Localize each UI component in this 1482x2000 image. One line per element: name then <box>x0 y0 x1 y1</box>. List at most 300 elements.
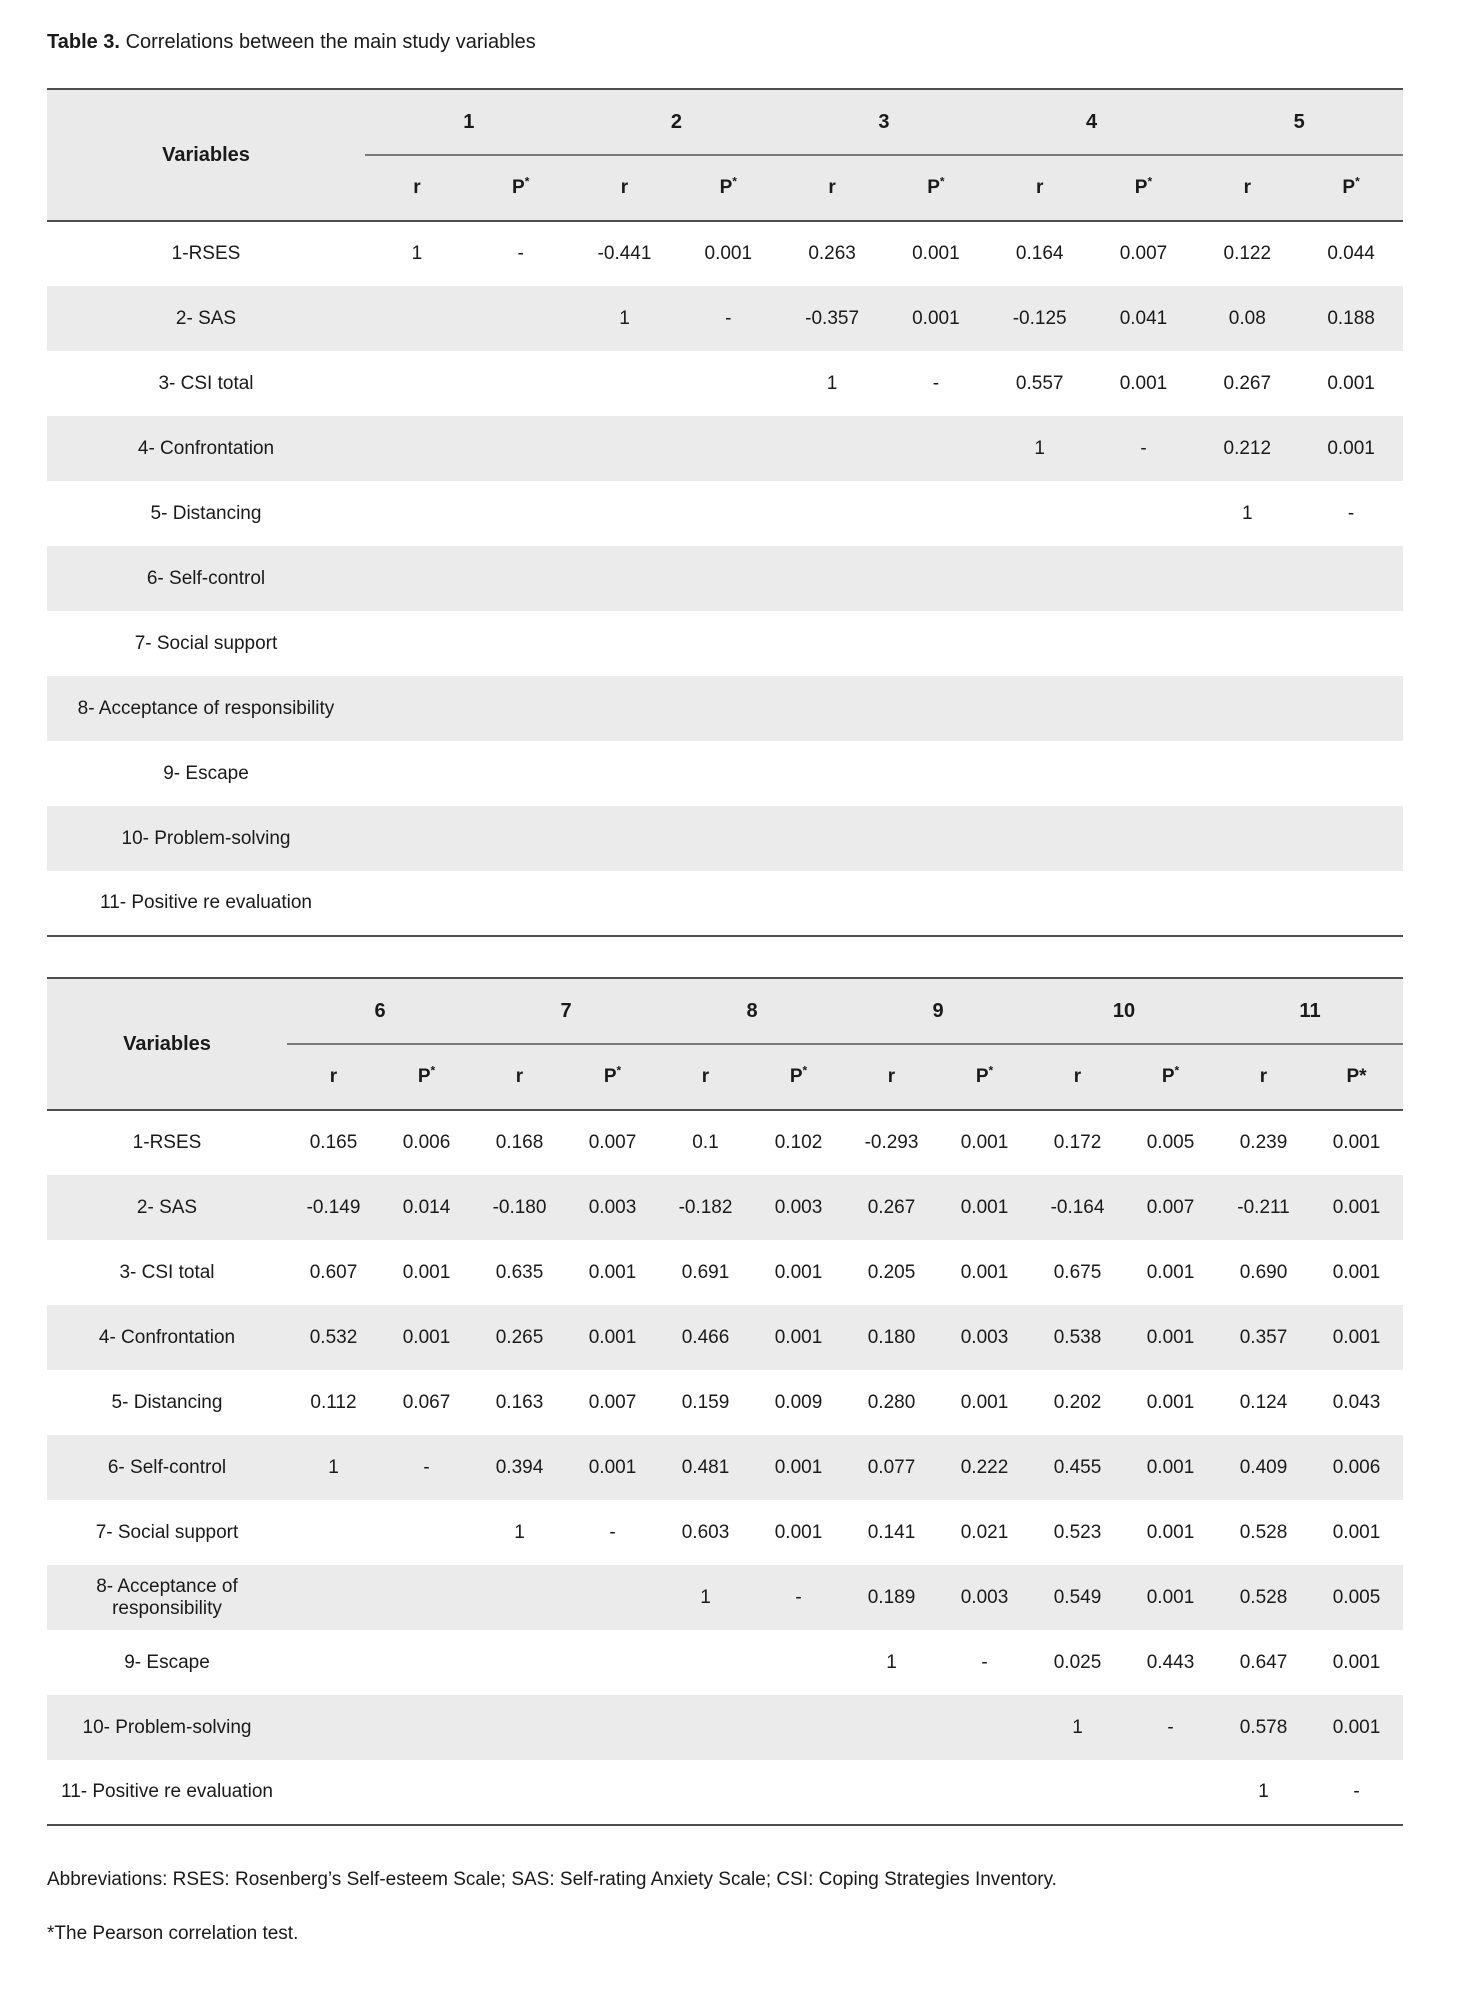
table-row <box>47 611 1403 676</box>
table-row <box>47 1565 1403 1630</box>
cell-value: 1 <box>514 1521 525 1543</box>
cell-value <box>884 481 988 546</box>
cell-value <box>884 546 988 611</box>
p-asterisk: * <box>524 174 530 189</box>
cell-value: 0.267 <box>1223 372 1272 394</box>
p-asterisk: * <box>732 174 737 189</box>
cell-value: 0.443 <box>1146 1651 1195 1673</box>
row-label: 10- Problem-solving <box>82 1716 252 1738</box>
group-number-row <box>47 978 1403 1044</box>
row-label: 8- Acceptance of responsibility <box>96 1575 238 1619</box>
cell-value: - <box>1347 502 1355 524</box>
variables-header: Variables <box>47 978 287 1110</box>
cell-value <box>365 806 469 871</box>
cell-value: 0.001 <box>588 1261 637 1283</box>
cell-value <box>473 1565 566 1630</box>
cell-value: -0.180 <box>492 1196 547 1218</box>
cell-value: 0.001 <box>1146 1456 1195 1478</box>
cell-value: - <box>1140 437 1147 459</box>
cell-value: 0.549 <box>1053 1586 1102 1608</box>
cell-value <box>1124 1760 1217 1825</box>
cell-value <box>566 1630 659 1695</box>
cell-value: 0.006 <box>1332 1456 1381 1478</box>
cell-value <box>469 611 573 676</box>
cell-value: 0.267 <box>867 1196 916 1218</box>
cell-value: 0.607 <box>309 1261 358 1283</box>
cell-value: - <box>1353 1781 1360 1802</box>
cell-value <box>380 1760 473 1825</box>
row-label: 4- Confrontation <box>137 437 275 459</box>
cell-value: -0.357 <box>805 307 860 329</box>
r-header: r <box>780 155 884 221</box>
cell-value: 0.265 <box>495 1326 544 1348</box>
cell-value: 0.205 <box>867 1261 916 1283</box>
cell-value: -0.149 <box>306 1196 361 1218</box>
cell-value: 0.001 <box>1332 1651 1381 1673</box>
table-header <box>47 978 1403 1110</box>
row-label: 1-RSES <box>132 1132 202 1153</box>
correlation-table-1-5 <box>47 88 1403 937</box>
cell-value <box>1299 546 1403 611</box>
cell-value <box>1195 741 1299 806</box>
group-header-7: 7 <box>473 978 659 1044</box>
group-header-1: 1 <box>365 89 573 155</box>
row-label: 3- CSI total <box>158 372 254 394</box>
row-label: 5- Distancing <box>111 1391 223 1413</box>
row-label: 6- Self-control <box>107 1456 227 1478</box>
cell-value: 0.394 <box>495 1456 544 1478</box>
table-row <box>47 1305 1403 1370</box>
cell-value: 0.481 <box>681 1456 730 1478</box>
cell-value: 0.690 <box>1239 1261 1288 1283</box>
cell-value: 0.007 <box>1119 243 1168 264</box>
cell-value <box>988 611 1092 676</box>
cell-value <box>780 546 884 611</box>
group-header-3: 3 <box>780 89 988 155</box>
cell-value: -0.293 <box>864 1132 919 1153</box>
r-header: r <box>845 1044 938 1110</box>
cell-value: 0.212 <box>1223 437 1272 459</box>
cell-value: 0.041 <box>1119 307 1168 329</box>
cell-value: 1 <box>328 1456 339 1478</box>
cell-value: 1 <box>700 1586 711 1608</box>
cell-value: 0.538 <box>1053 1326 1102 1348</box>
cell-value: 0.1 <box>692 1132 719 1153</box>
cell-value <box>469 676 573 741</box>
cell-value: 0.647 <box>1239 1651 1288 1673</box>
group-header-5: 5 <box>1195 89 1403 155</box>
group-header-10: 10 <box>1031 978 1217 1044</box>
cell-value <box>676 871 780 936</box>
table-row <box>47 871 1403 936</box>
cell-value: 1 <box>1072 1716 1083 1738</box>
table-row <box>47 806 1403 871</box>
cell-value: 0.165 <box>309 1132 358 1153</box>
cell-value <box>780 416 884 481</box>
cell-value: -0.164 <box>1050 1196 1105 1218</box>
cell-value: 0.102 <box>774 1132 823 1153</box>
cell-value <box>469 416 573 481</box>
cell-value: 0.005 <box>1332 1586 1381 1608</box>
cell-value: 0.122 <box>1223 243 1272 264</box>
cell-value <box>884 676 988 741</box>
table-row <box>47 221 1403 286</box>
pearson-note: *The Pearson correlation test. <box>47 1923 299 1944</box>
cell-value: 0.003 <box>774 1196 823 1218</box>
cell-value: 0.001 <box>1327 372 1375 394</box>
cell-value: 0.014 <box>402 1196 451 1218</box>
cell-value <box>469 741 573 806</box>
table-row <box>47 286 1403 351</box>
cell-value: 0.180 <box>867 1326 916 1348</box>
cell-value <box>988 806 1092 871</box>
cell-value: 0.168 <box>495 1132 544 1153</box>
table-row <box>47 1435 1403 1500</box>
cell-value: - <box>517 243 524 264</box>
cell-value <box>676 416 780 481</box>
cell-value <box>780 481 884 546</box>
row-label: 5- Distancing <box>150 502 262 524</box>
cell-value: 0.001 <box>1332 1261 1381 1283</box>
cell-value: 0.003 <box>588 1196 637 1218</box>
p-header: P* <box>676 155 780 221</box>
cell-value <box>884 871 988 936</box>
cell-value <box>884 611 988 676</box>
cell-value <box>380 1695 473 1760</box>
cell-value <box>566 1695 659 1760</box>
cell-value <box>659 1760 752 1825</box>
row-label: 9- Escape <box>163 762 249 784</box>
cell-value: 0.025 <box>1053 1651 1102 1673</box>
cell-value: 0.691 <box>681 1261 730 1283</box>
row-label: 7- Social support <box>134 632 278 654</box>
cell-value <box>566 1565 659 1630</box>
cell-value: 0.578 <box>1239 1716 1288 1738</box>
cell-value: 0.043 <box>1332 1391 1381 1413</box>
cell-value <box>676 611 780 676</box>
cell-value: 0.528 <box>1239 1586 1288 1608</box>
cell-value: 0.001 <box>1332 1132 1381 1153</box>
row-label: 2- SAS <box>175 307 237 329</box>
cell-value <box>469 481 573 546</box>
cell-value: 0.357 <box>1239 1326 1288 1348</box>
cell-value <box>365 416 469 481</box>
table-body <box>47 221 1403 936</box>
cell-value: 0.001 <box>912 307 960 329</box>
cell-value <box>780 806 884 871</box>
cell-value <box>566 1760 659 1825</box>
cell-value: 0.001 <box>960 1391 1009 1413</box>
cell-value: 0.003 <box>960 1586 1009 1608</box>
cell-value <box>1195 676 1299 741</box>
cell-value: 0.557 <box>1015 372 1064 394</box>
cell-value: 0.001 <box>588 1456 637 1478</box>
p-asterisk: * <box>430 1063 436 1078</box>
table-caption <box>47 30 1435 54</box>
r-header: r <box>659 1044 752 1110</box>
cell-value <box>752 1630 845 1695</box>
cell-value: 0.001 <box>774 1456 823 1478</box>
cell-value: 0.528 <box>1239 1521 1288 1543</box>
p-asterisk: * <box>988 1063 994 1078</box>
cell-value <box>988 871 1092 936</box>
cell-value <box>780 871 884 936</box>
table-row <box>47 1760 1403 1825</box>
cell-value: 0.141 <box>867 1521 916 1543</box>
cell-value: 1 <box>411 243 423 264</box>
cell-value <box>473 1630 566 1695</box>
cell-value <box>1299 806 1403 871</box>
cell-value <box>1031 1760 1124 1825</box>
table-row <box>47 741 1403 806</box>
p-asterisk: * <box>802 1063 808 1078</box>
cell-value <box>1092 806 1196 871</box>
cell-value: - <box>932 372 940 394</box>
cell-value <box>365 871 469 936</box>
p-header: P* <box>1299 155 1403 221</box>
cell-value <box>1092 676 1196 741</box>
row-label: 11- Positive re evaluation <box>61 1781 273 1802</box>
p-header: P* <box>566 1044 659 1110</box>
cell-value: 0.044 <box>1327 243 1375 264</box>
p-header: P* <box>469 155 573 221</box>
cell-value <box>380 1630 473 1695</box>
cell-value <box>1195 871 1299 936</box>
cell-value: 0.523 <box>1053 1521 1102 1543</box>
cell-value <box>676 806 780 871</box>
cell-value: 0.007 <box>588 1391 637 1413</box>
cell-value: 0.001 <box>1146 1261 1195 1283</box>
cell-value <box>988 676 1092 741</box>
cell-value: 0.001 <box>1332 1521 1381 1543</box>
cell-value <box>287 1565 380 1630</box>
cell-value <box>1299 741 1403 806</box>
cell-value: 0.001 <box>960 1196 1009 1218</box>
row-label: 3- CSI total <box>119 1261 215 1283</box>
cell-value <box>365 286 469 351</box>
abbreviations-note: Abbreviations: RSES: Rosenberg’s Self-esteem Scale; SAS: Self-rating Anxiety Scale; CSI: Coping Strategies Inventory. <box>47 1869 1057 1890</box>
row-label: 6- Self-control <box>146 567 266 589</box>
cell-value <box>573 416 677 481</box>
cell-value <box>780 676 884 741</box>
cell-value: 0.635 <box>495 1261 544 1283</box>
cell-value: 0.001 <box>1146 1326 1195 1348</box>
cell-value: 0.172 <box>1053 1132 1102 1153</box>
table-body <box>47 1110 1403 1825</box>
cell-value: 0.006 <box>402 1132 451 1153</box>
cell-value: 0.188 <box>1327 307 1375 329</box>
cell-value: 0.001 <box>774 1521 823 1543</box>
cell-value: -0.125 <box>1012 307 1067 329</box>
cell-value: 0.280 <box>867 1391 916 1413</box>
p-header: P* <box>1310 1044 1403 1110</box>
cell-value <box>780 741 884 806</box>
row-label: 2- SAS <box>136 1196 198 1218</box>
variables-header: Variables <box>47 89 365 221</box>
table-row <box>47 481 1403 546</box>
p-asterisk: * <box>1355 174 1360 189</box>
cell-value: -0.441 <box>597 243 652 264</box>
cell-value <box>988 741 1092 806</box>
p-asterisk: * <box>1147 174 1153 189</box>
cell-value: - <box>981 1651 988 1673</box>
cell-value <box>287 1760 380 1825</box>
cell-value <box>573 546 677 611</box>
cell-value <box>573 611 677 676</box>
cell-value <box>1299 611 1403 676</box>
table-caption-text: Correlations between the main study variables <box>125 31 536 53</box>
group-header-9: 9 <box>845 978 1031 1044</box>
table-row <box>47 1630 1403 1695</box>
cell-value <box>469 871 573 936</box>
cell-value: 0.159 <box>681 1391 730 1413</box>
cell-value <box>884 741 988 806</box>
cell-value <box>845 1695 938 1760</box>
cell-value: - <box>1167 1716 1174 1738</box>
table-row <box>47 1175 1403 1240</box>
cell-value <box>1092 481 1196 546</box>
cell-value: - <box>795 1586 802 1608</box>
p-header: P* <box>938 1044 1031 1110</box>
cell-value <box>473 1760 566 1825</box>
cell-value: 0.001 <box>1332 1196 1381 1218</box>
table-row <box>47 1240 1403 1305</box>
table-row <box>47 351 1403 416</box>
cell-value <box>469 351 573 416</box>
p-header: P* <box>380 1044 473 1110</box>
cell-value <box>884 806 988 871</box>
cell-value <box>469 806 573 871</box>
p-header: P* <box>1092 155 1196 221</box>
cell-value: 0.532 <box>309 1326 358 1348</box>
p-header: P* <box>1124 1044 1217 1110</box>
cell-value: 0.001 <box>402 1326 451 1348</box>
row-label: 7- Social support <box>95 1521 239 1543</box>
cell-value: 0.263 <box>808 243 856 264</box>
cell-value: 0.009 <box>774 1391 823 1413</box>
row-label: 11- Positive re evaluation <box>100 892 312 913</box>
r-header: r <box>573 155 677 221</box>
r-header: r <box>365 155 469 221</box>
r-header: r <box>1217 1044 1310 1110</box>
cell-value <box>365 676 469 741</box>
cell-value <box>1195 546 1299 611</box>
cell-value <box>659 1630 752 1695</box>
correlation-table-6-11 <box>47 977 1403 1826</box>
group-header-8: 8 <box>659 978 845 1044</box>
cell-value: 0.001 <box>774 1326 823 1348</box>
cell-value <box>676 351 780 416</box>
r-header: r <box>988 155 1092 221</box>
row-label: 10- Problem-solving <box>121 827 291 849</box>
p-asterisk: * <box>616 1063 622 1078</box>
cell-value: - <box>423 1456 430 1478</box>
cell-value <box>573 676 677 741</box>
cell-value <box>1092 611 1196 676</box>
table-row <box>47 676 1403 741</box>
cell-value: 0.001 <box>402 1261 451 1283</box>
cell-value: 0.409 <box>1239 1456 1288 1478</box>
table-row <box>47 546 1403 611</box>
table-row <box>47 1110 1403 1175</box>
cell-value <box>884 416 988 481</box>
cell-value <box>1092 871 1196 936</box>
cell-value: 0.007 <box>1146 1196 1195 1218</box>
cell-value: 0.067 <box>402 1391 451 1413</box>
group-header-11: 11 <box>1217 978 1403 1044</box>
cell-value: 1 <box>1034 437 1045 459</box>
cell-value: 0.001 <box>1146 1586 1195 1608</box>
cell-value <box>845 1760 938 1825</box>
cell-value: 0.001 <box>960 1132 1009 1153</box>
cell-value <box>988 546 1092 611</box>
cell-value <box>938 1695 1031 1760</box>
cell-value <box>1092 546 1196 611</box>
p-asterisk: * <box>1174 1063 1180 1078</box>
table-row <box>47 1695 1403 1760</box>
cell-value <box>659 1695 752 1760</box>
cell-value <box>287 1630 380 1695</box>
cell-value <box>1195 806 1299 871</box>
group-header-6: 6 <box>287 978 473 1044</box>
group-header-2: 2 <box>573 89 781 155</box>
table-header <box>47 89 1403 221</box>
row-label: 9- Escape <box>124 1651 210 1673</box>
p-header: P* <box>752 1044 845 1110</box>
cell-value <box>752 1695 845 1760</box>
cell-value <box>380 1565 473 1630</box>
cell-value: 0.466 <box>681 1326 730 1348</box>
table-row <box>47 1370 1403 1435</box>
cell-value <box>365 351 469 416</box>
cell-value: 0.124 <box>1239 1391 1288 1413</box>
p-asterisk: * <box>939 174 945 189</box>
cell-value <box>676 741 780 806</box>
cell-value: 0.675 <box>1053 1261 1102 1283</box>
cell-value <box>1299 676 1403 741</box>
r-header: r <box>473 1044 566 1110</box>
cell-value: - <box>609 1521 616 1543</box>
cell-value <box>365 481 469 546</box>
cell-value: 0.001 <box>1332 1326 1381 1348</box>
cell-value: 0.08 <box>1228 307 1266 329</box>
cell-value <box>988 481 1092 546</box>
table-caption-label: Table 3. <box>47 31 120 53</box>
p-header: P* <box>884 155 988 221</box>
cell-value <box>676 676 780 741</box>
cell-value <box>938 1760 1031 1825</box>
cell-value: 0.005 <box>1146 1132 1195 1153</box>
cell-value <box>365 546 469 611</box>
cell-value: -0.211 <box>1237 1196 1290 1218</box>
cell-value: - <box>725 307 732 329</box>
cell-value <box>365 611 469 676</box>
cell-value <box>573 351 677 416</box>
table-row <box>47 1500 1403 1565</box>
cell-value <box>365 741 469 806</box>
r-header: r <box>1195 155 1299 221</box>
cell-value: 0.189 <box>867 1586 916 1608</box>
cell-value: 0.112 <box>310 1391 357 1413</box>
cell-value: 1 <box>826 372 838 394</box>
cell-value <box>573 871 677 936</box>
cell-value <box>287 1695 380 1760</box>
cell-value <box>1092 741 1196 806</box>
group-header-4: 4 <box>988 89 1196 155</box>
footnotes <box>47 1868 1435 1946</box>
cell-value: 0.603 <box>681 1521 730 1543</box>
cell-value: 0.001 <box>1146 1521 1195 1543</box>
